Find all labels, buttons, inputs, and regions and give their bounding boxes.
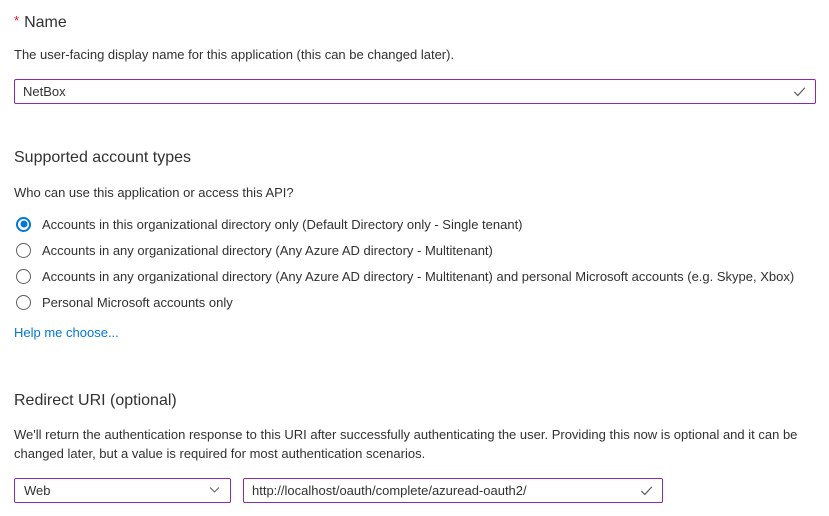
radio-button-icon[interactable]: [16, 269, 31, 284]
redirect-uri-title: Redirect URI (optional): [14, 392, 177, 409]
platform-select-value: Web: [24, 483, 51, 498]
checkmark-icon: [792, 84, 807, 99]
radio-option-label: Accounts in any organizational directory (Any Azure AD directory - Multitenant) and personal Microsoft accounts (e.g. Skype, Xbox): [42, 268, 795, 284]
supported-account-types-section: [14, 147, 816, 342]
account-types-question: Who can use this application or access this API?: [14, 185, 294, 200]
radio-button-icon[interactable]: [16, 217, 31, 232]
radio-option-multitenant[interactable]: [14, 237, 816, 263]
redirect-uri-input-wrapper: [243, 478, 663, 503]
account-type-radio-group: [14, 211, 816, 315]
name-title-text: Name: [24, 14, 67, 31]
name-description: The user-facing display name for this application (this can be changed later).: [14, 47, 455, 62]
redirect-uri-controls: [14, 478, 816, 503]
radio-option-label: Accounts in any organizational directory (Any Azure AD directory - Multitenant): [42, 242, 493, 258]
radio-option-label: Personal Microsoft accounts only: [42, 294, 233, 310]
radio-option-personal-only[interactable]: [14, 289, 816, 315]
help-me-choose-link[interactable]: Help me choose...: [14, 325, 119, 340]
redirect-uri-section: [14, 390, 816, 503]
name-input-wrapper: [14, 79, 816, 104]
redirect-uri-input[interactable]: [252, 483, 631, 498]
checkmark-icon: [639, 483, 654, 498]
radio-button-icon[interactable]: [16, 295, 31, 310]
platform-select-dropdown[interactable]: [14, 478, 231, 503]
chevron-down-icon: [208, 483, 221, 499]
name-input[interactable]: [23, 84, 784, 99]
radio-button-icon[interactable]: [16, 243, 31, 258]
name-section-title: [14, 12, 816, 33]
redirect-uri-description: We'll return the authentication response to this URI after successfully authenticating the user. Providing this now is optional and it can be changed later, but a value is required for most authentication scenarios.: [14, 427, 798, 461]
name-section: [14, 12, 816, 104]
required-asterisk: *: [14, 13, 20, 28]
account-types-title: Supported account types: [14, 149, 192, 166]
radio-option-single-tenant[interactable]: [14, 211, 816, 237]
radio-option-label: Accounts in this organizational directory only (Default Directory only - Single tenant): [42, 216, 523, 232]
radio-option-multitenant-personal[interactable]: [14, 263, 816, 289]
